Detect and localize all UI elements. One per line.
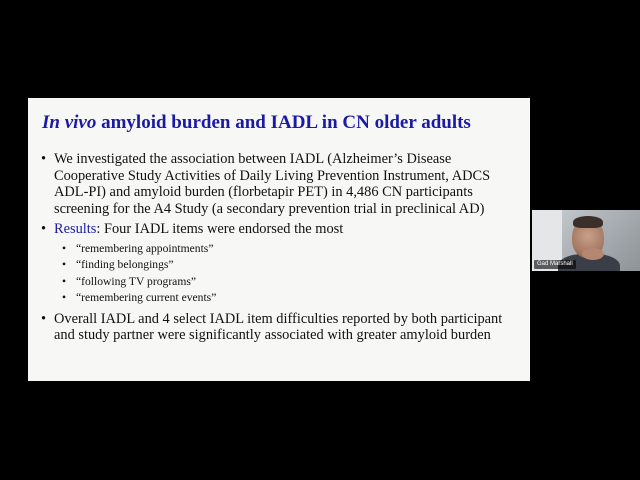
sub-item: • “following TV programs” — [62, 274, 520, 291]
slide-bullet-list — [40, 151, 520, 348]
presentation-slide — [28, 98, 530, 381]
slide-title — [42, 112, 471, 134]
bullet-text: We investigated the association between IADL (Alzheimer’s Disease Cooperative Study Activities of Daily Living Prevention Instrument, ADCS ADL-PI) and amyloid burden (florbetapir PET) in 4,486 CN participants screening for the A4 Study (a secondary prevention trial in preclinical AD) — [54, 151, 491, 217]
sub-item: • “remembering appointments” — [62, 241, 520, 258]
results-label: Results — [54, 221, 97, 237]
sub-item: • “remembering current events” — [62, 290, 520, 307]
participant-hair — [573, 216, 603, 228]
participant-hand — [582, 248, 604, 260]
slide-title-italic: In vivo — [42, 112, 97, 133]
participant-name-tag: Gad Marshall — [534, 260, 576, 269]
bullet-item-conclusion — [40, 311, 520, 344]
bullet-item-study — [40, 151, 520, 217]
results-sub-list — [54, 241, 520, 307]
slide-title-rest: amyloid burden and IADL in CN older adults — [96, 112, 471, 133]
sub-item: • “finding belongings” — [62, 257, 520, 274]
participant-video-thumbnail[interactable] — [532, 210, 640, 271]
bullet-item-results — [40, 221, 520, 307]
bullet-text: : Four IADL items were endorsed the most — [96, 221, 344, 237]
bullet-text: Overall IADL and 4 select IADL item difficulties reported by both participant and study partner were significantly associated with greater amyloid burden — [54, 310, 503, 344]
